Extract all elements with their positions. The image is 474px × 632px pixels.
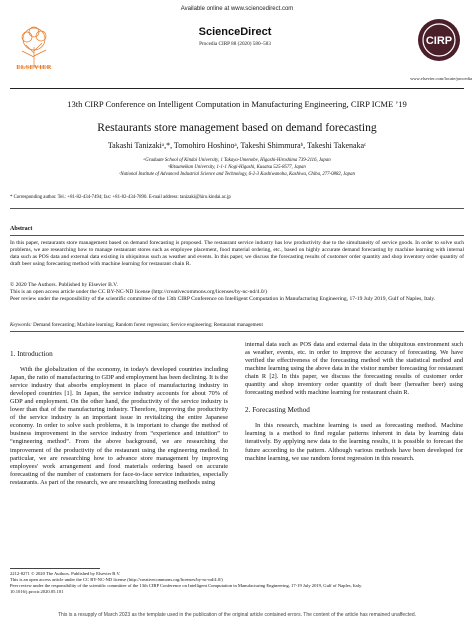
conference-name: 13th CIRP Conference on Intelligent Computation in Manufacturing Engineering, CIRP ICME ’19	[67, 99, 407, 109]
right-column	[245, 341, 463, 463]
abstract-copyright: © 2020 The Authors. Published by Elsevier B.V.	[10, 282, 118, 288]
paper-title: Restaurants store management based on demand forecasting	[97, 121, 377, 134]
keywords-list: Demand forecasting; Machine learning; Random forest regression; Service engineering; Restaurant management	[31, 322, 263, 328]
keywords-line	[10, 322, 464, 328]
abstract-heading: Abstract	[10, 226, 33, 232]
keywords-rule	[10, 331, 464, 332]
footer-issn: 2212-8271 © 2020 The Authors. Published by Elsevier B.V.	[10, 571, 121, 576]
header-rule	[10, 88, 464, 89]
keywords-label: Keywords:	[10, 322, 32, 328]
left-column	[10, 350, 228, 487]
sciencedirect-title: ScienceDirect	[198, 26, 272, 38]
footnote-block	[10, 571, 464, 595]
procedia-citation: Procedia CIRP 88 (2020) 580–583	[199, 41, 271, 47]
abstract-peer-review: Peer review under the responsibility of the scientific committee of the 13th CIRP Conference on Intelligent Computation in Manufacturing Engineering, 17-19 July 2019, Gulf of Naples, Italy.	[10, 296, 436, 302]
section-1-heading: 1. Introduction	[10, 350, 53, 358]
journal-homepage-url: www.elsevier.com/locate/procedia	[410, 76, 472, 81]
cirp-logo	[416, 14, 462, 68]
footnote-rule	[10, 568, 100, 569]
affiliation-a: ᵃGraduate School of Kindai University, 1 Takaya-Umenobe, Higashi-Hiroshima 739-2116, Japan	[143, 158, 331, 163]
introduction-continuation: internal data such as POS data and external data in the ubiquitous environment such as weather, events, etc. in order to improve the accuracy of forecasting. We have verified the effectiveness of the forecasting method with the statistical method and machine learning using the above data in the visitor number forecasting for restaurant chain R [2]. In this paper, we discuss the forecasting results of customer order quantity and shop inventory order quantity of draft beer (hereafter beer) using forecasting method with machine learning for restaurant chain R.	[245, 341, 463, 397]
affiliation-b: ᵇRitsumeikan University, 1-1-1 Nogi-Higashi, Kusatsu 525-8577, Japan	[168, 165, 306, 170]
abstract-text: In this paper, restaurants store management based on demand forecasting is proposed. The restaurant service industry has low productivity due to the simultaneity of service goods. In order to solve such problems, we are researching how to manage restaurant stores such as employee placement, food material ordering, etc., based on highly accurate demand forecasting by machine learning with internal data such as POS data and external data existing in ubiquitous such as weather and events. In this paper, we discuss the forecasting results of customer order quantity and shop inventory order quantity of draft beer using forecasting method with machine learning for restaurant chain R.	[10, 240, 464, 267]
author-list: Takashi Tanizakiᵃ,*, Tomohiro Hoshinoᵃ, Takeshi Shimmuraᵇ, Takeshi Takenakaᶜ	[107, 141, 367, 150]
cirp-logo-text: CIRP	[425, 35, 453, 47]
section-2-heading: 2. Forecasting Method	[245, 406, 310, 415]
footer-license: This is an open access article under the CC BY-NC-ND license (http://creativecommons.org/licenses/by-nc-nd/4.0/)	[10, 577, 223, 582]
footer-peer-review: Peer review under the responsibility of the scientific committee of the 13th CIRP Conference on Intelligent Computation in Manufacturing Engineering, 17-19 July 2019, Gulf of Naples, Italy.	[10, 583, 363, 588]
abstract-license: This is an open access article under the CC BY-NC-ND license (http://creativecommons.org/licenses/by-nc-nd/4.0/)	[10, 289, 267, 295]
abstract-top-rule	[10, 208, 464, 209]
affiliation-c: ᶜNational Institute of Advanced Industrial Science and Technology, 6-2-3 Kashiwanoha, Kashiwa, Chiba, 277-0882, Japan	[119, 172, 355, 177]
corresponding-author: * Corresponding author. Tel.: +81-82-434-7494; fax: +81-82-434-7890. E-mail address: tanizaki@hiro.kindai.ac.jp	[10, 195, 231, 200]
elsevier-wordmark: ELSEVIER	[16, 64, 52, 71]
journal-masthead	[60, 18, 410, 88]
abstract-heading-rule	[10, 235, 464, 236]
available-online-line: Available online at www.sciencedirect.com	[180, 6, 294, 12]
footer-doi: 10.1016/j.procir.2020.05.101	[10, 589, 64, 594]
section-2-paragraph: In this research, machine learning is used as forecasting method. Machine learning is a method to find regular patterns inherent in data by learning data iteratively. By applying new data to the learning results, it is possible to forecast the future according to the pattern. Although various methods have been developed for machine learning, we use random forest regression in this research.	[245, 422, 463, 462]
resupply-notice: This is a resupply of March 2023 as the template used in the publication of the original article contained errors. The content of the article has remained unaffected.	[57, 612, 417, 618]
section-1-paragraph: With the globalization of the economy, in today's developed countries including Japan, the ratio of manufacturing to GDP and employment has been declining. It is the service industry that absorbs employment in place of manufacturing industry in developed countries [1]. In Japan, the service industry accounts for about 70% of GDP and employment. On the other hand, the productivity of the service industry is lower than that of the manufacturing industry. Therefore, improving the productivity of the service industry is an important issue in revitalizing the entire Japanese economy. In order to solve such problems, it is important to change the method of business improvement in the service industry from “experience and intuition” to “engineering method”. From the above background, we are researching the improvement of the productivity of the restaurant using the engineering method. In particular, we are researching how to advance store management by improving employees' work arrangement and food materials ordering based on accurate forecasting of the number of customers for face-to-face service industries, especially restaurants. As part of the research, we are researching forecasting methods using	[10, 366, 229, 486]
